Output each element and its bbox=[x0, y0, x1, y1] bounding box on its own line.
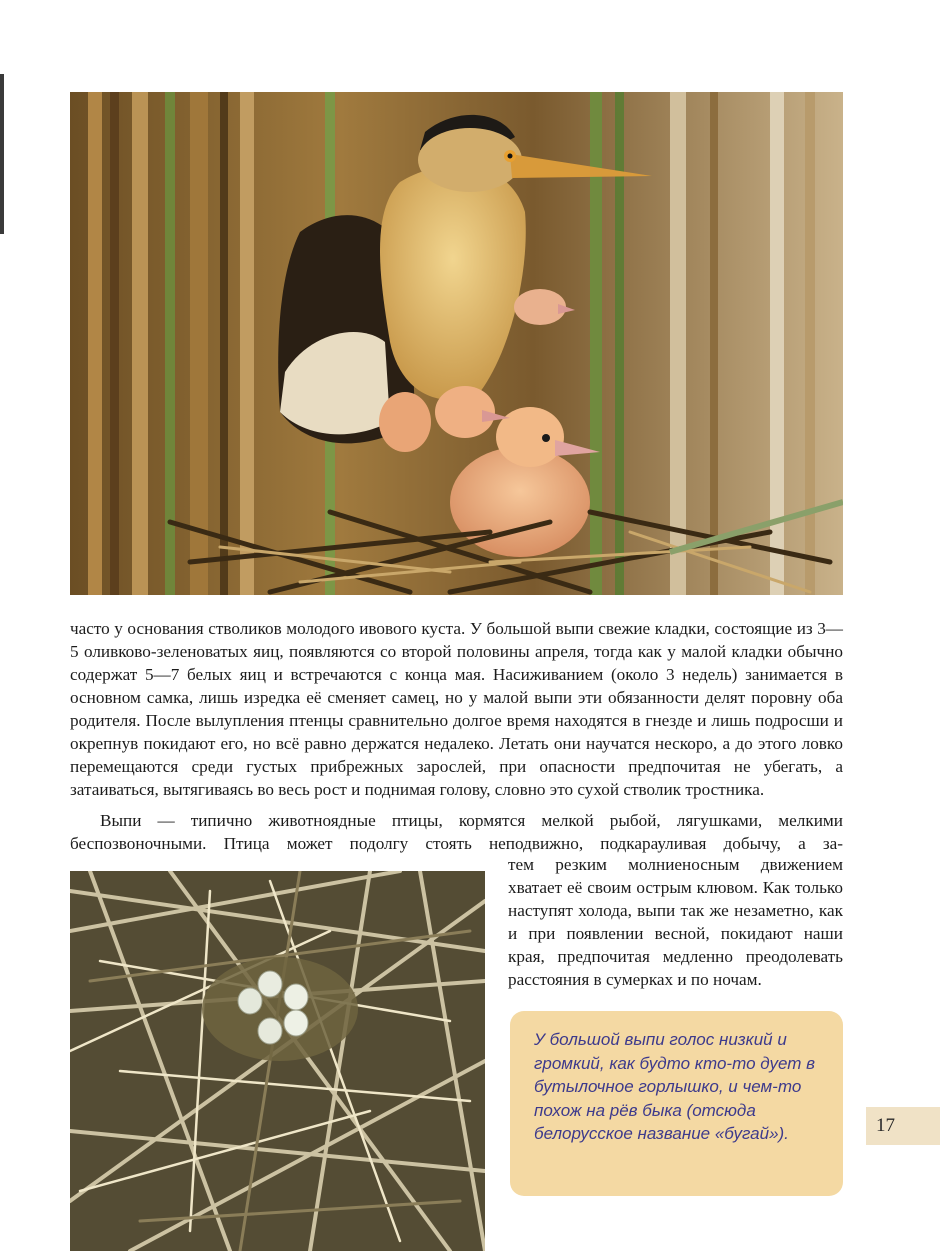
info-box-text: У большой выпи голос низкий и громкий, как будто кто-то дует в бутылочное горлышко, и чем-то похож на рёв быка (отсюда белорусское название «бугай»). bbox=[534, 1030, 815, 1143]
nest-illustration bbox=[70, 871, 485, 1251]
paragraph-1: часто у основания стволиков молодого ивового куста. У большой выпи свежие кладки, состоящие из 3—5 оливково-зеленоватых яиц, появляются со второй половины апреля, тогда как у малой кладки обычно содержат 5—7 белых яиц и встречаются с конца мая. Насиживанием (около 3 недель) занимается в основном самка, лишь изредка её сменяет самец, но у малой выпи эти обязанности делят поровну оба родителя. После вылупления птенцы сравнительно долгое время находятся в гнезде и лишь подросши и окрепнув покидают его, но всё равно держатся недалеко. Летать они научатся нескоро, а до этого ловко перемещаются среди густых прибрежных зарослей, при опасности предпочитая не убегать, а затаиваться, вытягиваясь во весь рост и поднимая голову, словно это сухой стволик тростника. bbox=[70, 619, 843, 799]
photo-nest-with-eggs bbox=[70, 871, 485, 1251]
photo-bittern-with-chicks bbox=[70, 92, 843, 595]
bittern-illustration bbox=[70, 92, 843, 595]
paragraph-3: тем резким молниеносным движением хватает её своим острым клювом. Как только наступят холода, выпи так же незаметно, как и при появлении весной, покидают наши края, предпочитая медленно преодолевать расстояния в сумерках и по ночам. bbox=[508, 855, 843, 989]
page-edge-mark bbox=[0, 74, 4, 234]
info-box-bittern-voice bbox=[510, 1011, 843, 1196]
paragraph-2: Выпи — типично животноядные птицы, кормятся мелкой рыбой, лягушками, мелкими беспозвоночными. Птица может подолгу стоять неподвижно, подкарауливая добычу, а за- bbox=[70, 811, 843, 853]
page-number: 17 bbox=[866, 1107, 940, 1145]
